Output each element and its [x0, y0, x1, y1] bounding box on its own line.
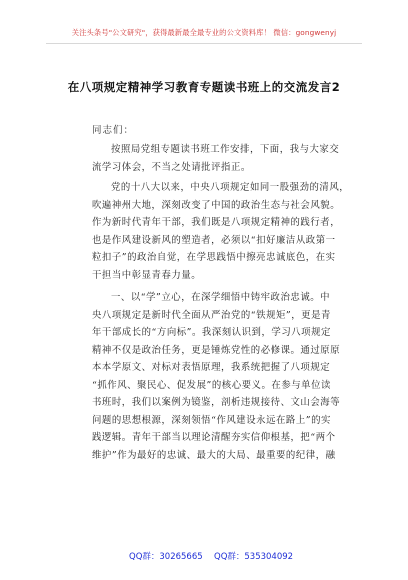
- body-line: “抓作风、聚民心、促发展”的核心要义。在参与单位读: [92, 379, 331, 391]
- body-line: 年干部成长的“方向标”。我深刻认识到，学习八项规定: [92, 327, 331, 339]
- body-line: 按照局党组专题读书班工作安排，下面，我与大家交: [111, 144, 340, 155]
- body-line: 精神不仅是政治任务，更是锤炼党性的必修课。通过原原: [92, 344, 341, 356]
- promo-banner: 关注头条号"公文研究"，获得最新最全最专业的公文资料库！ 微信：gongwenyj: [71, 28, 337, 37]
- document-title: 在八项规定精神学习教育专题读书班上的交流发言2: [67, 80, 341, 94]
- body-line: 粒扣子”的政治自觉，在学思践悟中擦亮忠诚底色，在实: [92, 252, 336, 264]
- body-line: 维护”作为最好的忠诚、最大的大局、最重要的纪律，融: [92, 449, 336, 461]
- body-line: 践逻辑。青年干部当以理论清醒夯实信仰根基，把“两个: [92, 432, 336, 444]
- body-line: 问题的思想根源，深刻领悟“作风建设永远在路上”的实: [92, 414, 331, 426]
- body-line: 党的十八大以来，中央八项规定如同一股强劲的清风，: [111, 182, 350, 193]
- header-divider: [46, 43, 362, 44]
- body-line: 流学习体会，不当之处请批评指正。: [92, 161, 251, 173]
- salutation: 同志们：: [92, 125, 135, 136]
- body-line: 本本学原文、对标对表悟原理，我系统把握了八项规定: [92, 362, 331, 374]
- body-line: 吹遍神州大地，深刻改变了中国的政治生态与社会风貌。: [92, 199, 341, 211]
- body-line: 书班时，我们以案例为镜鉴，剖析违规接待、文山会海等: [92, 397, 341, 409]
- qq-group-1: QQ群：30265665: [129, 552, 203, 562]
- body-line: 作为新时代青年干部，我们既是八项规定精神的践行者，: [92, 217, 341, 229]
- body-paragraph-2: [92, 179, 362, 284]
- body-line: 一、以“学”立心，在深学细悟中铸牢政治忠诚。中: [111, 292, 331, 303]
- body-line: 干担当中彰显青春力量。: [92, 269, 202, 281]
- body-paragraph-1: [92, 141, 362, 176]
- body-paragraph-3: [92, 289, 362, 464]
- body-line: 央八项规定是新时代全面从严治党的“铁规矩”，更是青: [92, 309, 331, 321]
- body-line: 也是作风建设新风的塑造者，必须以“扣好廉洁从政第一: [92, 234, 336, 246]
- qq-group-2: QQ群：535304092: [214, 552, 294, 562]
